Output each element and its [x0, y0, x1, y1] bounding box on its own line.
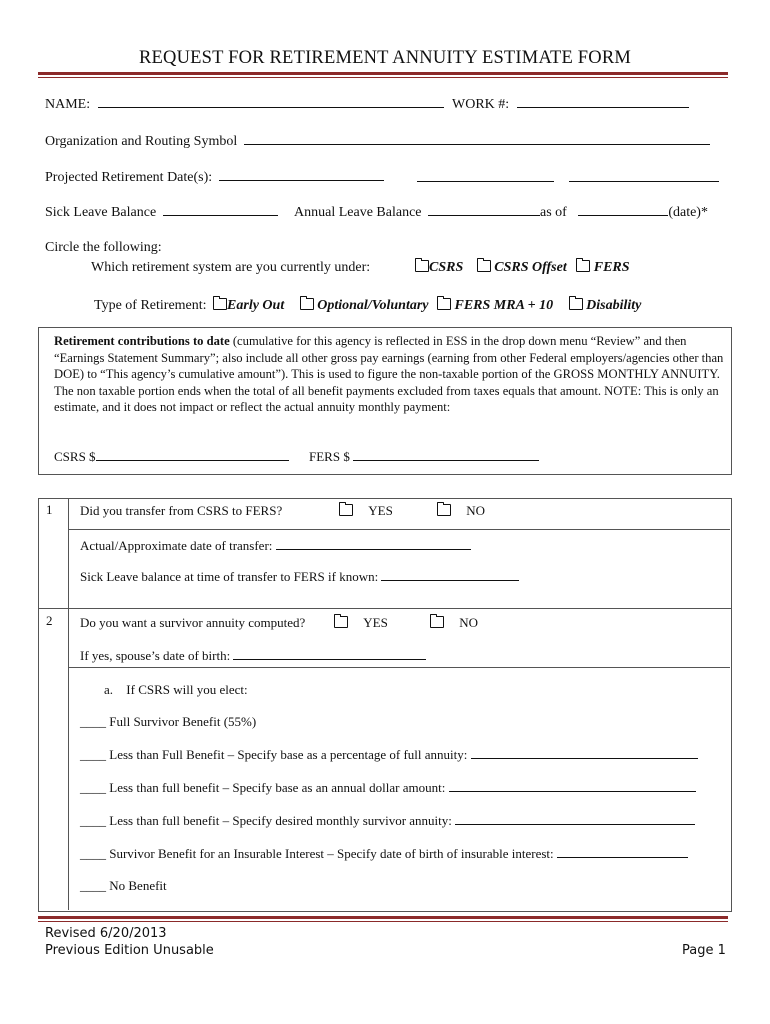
annual-leave-field[interactable] [428, 204, 540, 216]
sick-leave-field[interactable] [163, 204, 278, 216]
projected-row [45, 169, 384, 186]
option-blank[interactable]: ____ [80, 714, 106, 729]
sick-label: Sick Leave Balance [45, 205, 157, 220]
transfer-sick-field[interactable] [381, 569, 519, 581]
section-1-yes [339, 503, 393, 519]
disability-checkbox[interactable] [569, 298, 583, 310]
transfer-sick-row [80, 569, 519, 585]
spouse-dob-field[interactable] [233, 648, 426, 660]
option-label: Survivor Benefit for an Insurable Interest – Specify date of birth of insurable interest: [109, 846, 554, 861]
option-blank[interactable]: ____ [80, 878, 106, 893]
spouse-dob-row [80, 648, 426, 664]
projected-date-3-field[interactable] [569, 170, 719, 182]
revised-date: Revised 6/20/2013 [45, 926, 167, 941]
section-1-question: Did you transfer from CSRS to FERS? [80, 503, 283, 518]
name-field[interactable] [98, 96, 444, 108]
transfer-date-row [80, 538, 471, 554]
fers-amount-label: FERS $ [309, 449, 350, 464]
name-label: NAME: [45, 97, 91, 112]
previous-edition: Previous Edition Unusable [45, 943, 214, 958]
sick-row [45, 204, 278, 221]
transfer-yes-label: YES [368, 503, 393, 518]
annual-label: Annual Leave Balance [294, 205, 422, 220]
projected-date-1-field[interactable] [219, 169, 384, 181]
number-column-divider [68, 498, 69, 910]
fers-mra-checkbox[interactable] [437, 298, 451, 310]
page-title: REQUEST FOR RETIREMENT ANNUITY ESTIMATE FORM [138, 48, 632, 68]
csrs-amount-field[interactable] [96, 449, 289, 461]
work-label: WORK #: [452, 97, 510, 112]
type-option-disability: Disability [586, 298, 642, 313]
transfer-no-label: NO [466, 503, 486, 518]
contributions-text [54, 333, 726, 416]
option-annual-dollar [80, 780, 696, 796]
section-1-number: 1 [46, 502, 53, 517]
option-no-benefit [80, 878, 167, 894]
section-2-no [430, 615, 478, 631]
option-percentage [80, 747, 698, 763]
sub-a-row [104, 682, 248, 698]
option-insurable-interest [80, 846, 688, 862]
title-rule-thin [38, 77, 728, 78]
option-label: No Benefit [109, 878, 167, 893]
system-option-csrs: CSRS [429, 260, 464, 275]
org-field[interactable] [244, 133, 710, 145]
survivor-no-checkbox[interactable] [430, 616, 444, 628]
section-1-row-divider [69, 529, 730, 530]
system-options [415, 260, 630, 276]
transfer-date-label: Actual/Approximate date of transfer: [80, 538, 273, 553]
org-row [45, 133, 710, 150]
system-option-fers: FERS [593, 260, 630, 275]
option-blank[interactable]: ____ [80, 747, 106, 762]
option-label: Full Survivor Benefit (55%) [109, 714, 257, 729]
projected-label: Projected Retirement Date(s): [45, 170, 213, 185]
contributions-body: (cumulative for this agency is reflected in ESS in the drop down menu “Review” and then “Earnings Statement Summary”; also include all other gross pay earnings (earning from other Federal employers/agencies other than DOE) to “This agency’s cumulative amount”). This is used to figure the non-taxable portion of the GROSS MONTHLY ANNUITY. The non taxable portion ends when the total of all benefit payments excluded from taxes equals that amount. NOTE: This is only an estimate, and it does not impact or reflect the actual annuity monthly payment: [54, 334, 724, 414]
section-2-yes [334, 615, 388, 631]
fers-amount-field[interactable] [353, 449, 539, 461]
option-blank[interactable]: ____ [80, 813, 106, 828]
section-2-question: Do you want a survivor annuity computed? [80, 615, 306, 630]
percentage-field[interactable] [471, 747, 698, 759]
early-out-checkbox[interactable] [213, 298, 227, 310]
work-row [452, 96, 689, 113]
sub-a-marker: a. [104, 682, 114, 697]
option-label: Less than full benefit – Specify base as an annual dollar amount: [109, 780, 446, 795]
footer-rule [38, 916, 728, 919]
fers-amount-row [309, 449, 539, 465]
section-1-no [437, 503, 485, 519]
as-of-label: as of [540, 205, 567, 220]
date-label: (date)* [668, 205, 708, 220]
survivor-yes-label: YES [363, 615, 388, 630]
system-option-csrs-offset: CSRS Offset [494, 260, 567, 275]
type-label: Type of Retirement: [94, 298, 207, 313]
annual-row [294, 204, 708, 221]
transfer-sick-label: Sick Leave balance at time of transfer to FERS if known: [80, 569, 379, 584]
spouse-dob-label: If yes, spouse’s date of birth: [80, 648, 231, 663]
projected-date-2 [417, 169, 554, 187]
as-of-date-field[interactable] [578, 204, 668, 216]
section-2-number: 2 [46, 613, 53, 628]
circle-heading: Circle the following: [45, 240, 162, 255]
annual-dollar-field[interactable] [449, 780, 696, 792]
title-rule [38, 72, 728, 75]
org-label: Organization and Routing Symbol [45, 134, 238, 149]
transfer-yes-checkbox[interactable] [339, 504, 353, 516]
fers-checkbox[interactable] [576, 260, 590, 272]
contributions-heading: Retirement contributions to date [54, 334, 230, 348]
monthly-field[interactable] [455, 813, 695, 825]
csrs-amount-row [54, 449, 289, 465]
projected-date-2-field[interactable] [417, 170, 554, 182]
footer-rule-thin [38, 921, 728, 922]
option-label: Less than full benefit – Specify desired monthly survivor annuity: [109, 813, 452, 828]
work-phone-field[interactable] [517, 96, 689, 108]
option-full-survivor [80, 714, 256, 730]
survivor-no-label: NO [459, 615, 479, 630]
section-2-question-row [80, 615, 305, 631]
transfer-no-checkbox[interactable] [437, 504, 451, 516]
system-question: Which retirement system are you currently under: [91, 260, 371, 275]
option-blank[interactable]: ____ [80, 846, 106, 861]
type-row [94, 298, 641, 314]
csrs-checkbox[interactable] [415, 260, 429, 272]
csrs-offset-checkbox[interactable] [477, 260, 491, 272]
option-monthly [80, 813, 695, 829]
csrs-amount-label: CSRS $ [54, 449, 96, 464]
projected-date-3 [569, 169, 719, 187]
page-number: Page 1 [682, 943, 726, 958]
section-2-row-divider [69, 667, 730, 668]
option-blank[interactable]: ____ [80, 780, 106, 795]
insurable-dob-field[interactable] [557, 846, 688, 858]
type-option-fers-mra: FERS MRA + 10 [454, 298, 554, 313]
section-1-question-row [80, 503, 282, 519]
optional-voluntary-checkbox[interactable] [300, 298, 314, 310]
survivor-yes-checkbox[interactable] [334, 616, 348, 628]
section-divider [38, 608, 731, 609]
sub-a-label: If CSRS will you elect: [126, 682, 248, 697]
type-option-optional-voluntary: Optional/Voluntary [317, 298, 429, 313]
transfer-date-field[interactable] [276, 538, 471, 550]
type-option-early-out: Early Out [227, 298, 285, 313]
option-label: Less than Full Benefit – Specify base as a percentage of full annuity: [109, 747, 468, 762]
name-row [45, 96, 444, 113]
